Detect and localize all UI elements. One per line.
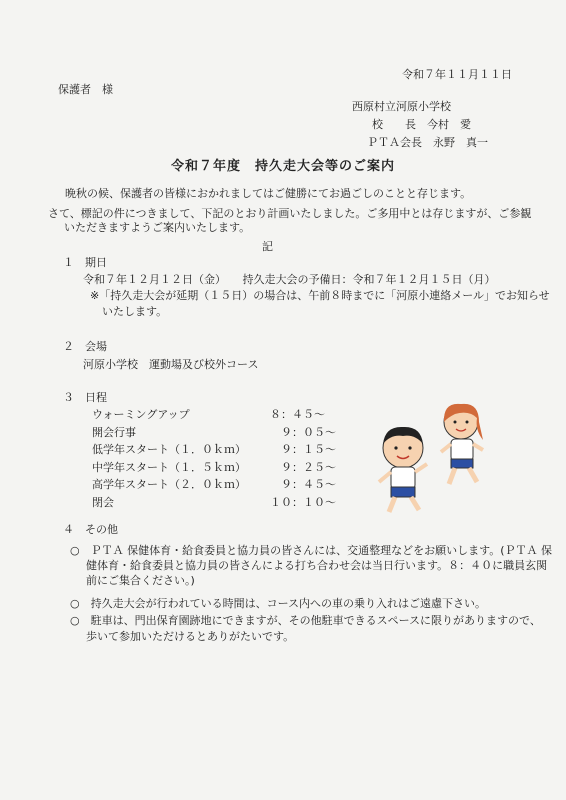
note-pta-line1: ○ ＰＴＡ 保健体育・給食委員と協力員の皆さんには、交通整理などをお願いします。(ＰＴＡ 保 bbox=[70, 544, 552, 557]
schedule-item-time: ９：０５～ bbox=[270, 426, 336, 439]
recipient: 保護者 様 bbox=[58, 83, 113, 96]
schedule-item-time: ９：４５～ bbox=[270, 478, 336, 491]
schedule-item-name: 高学年スタート（２．０ｋｍ） bbox=[92, 478, 246, 491]
section-date-heading: １ 期日 bbox=[63, 256, 107, 269]
schedule-item-time: ９：１５～ bbox=[270, 443, 336, 456]
schedule-item-name: ウォーミングアップ bbox=[92, 408, 190, 421]
document-date: 令和７年１１月１１日 bbox=[402, 68, 512, 81]
schedule-item-name: 低学年スタート（１．０ｋｍ） bbox=[92, 443, 246, 456]
schedule-item-name: 開会行事 bbox=[92, 426, 136, 439]
girl-runner bbox=[441, 404, 483, 484]
document-title: 令和７年度 持久走大会等のご案内 bbox=[170, 159, 395, 174]
body-paragraph-line1: さて、標記の件につきまして、下記のとおり計画いたしました。ご多用中とは存じますが、ご参観 bbox=[48, 207, 532, 220]
note-parking-line1: ○ 駐車は、門出保育園跡地にできますが、その他駐車できるスペースに限りがありますので、 bbox=[70, 614, 541, 627]
section-venue-heading: ２ 会場 bbox=[63, 340, 107, 353]
note-vehicle-line1: ○ 持久走大会が行われている時間は、コース内への車の乗り入れはご遠慮下さい。 bbox=[70, 597, 487, 610]
section-date-line1: 令和７年１２月１２日（金） 持久走大会の予備日：令和７年１２月１５日（月） bbox=[83, 273, 496, 286]
note-parking-line2: 歩いて参加いただけるとありがたいです。 bbox=[86, 630, 295, 643]
running-children-illustration bbox=[365, 400, 505, 520]
school-name: 西原村立河原小学校 bbox=[352, 100, 451, 113]
section-schedule-heading: ３ 日程 bbox=[63, 391, 107, 404]
principal-name: 校 長 今村 愛 bbox=[372, 118, 471, 131]
body-paragraph-line2: いただきますようご案内いたします。 bbox=[64, 221, 251, 234]
schedule-item-name: 中学年スタート（１．５ｋｍ） bbox=[92, 461, 246, 474]
schedule-item-time: １０：１０～ bbox=[270, 496, 336, 509]
section-venue-line1: 河原小学校 運動場及び校外コース bbox=[83, 358, 259, 371]
note-pta-line3: 前にご集合ください。) bbox=[86, 574, 195, 587]
section-other-heading: ４ その他 bbox=[63, 523, 118, 536]
greeting-text: 晩秋の候、保護者の皆様におかれましてはご健勝にてお過ごしのことと存じます。 bbox=[65, 187, 472, 200]
schedule-item-time: ９：２５～ bbox=[270, 461, 336, 474]
boy-runner bbox=[379, 427, 427, 512]
schedule-item-time: ８：４５～ bbox=[270, 408, 325, 421]
note-pta-line2: 健体育・給食委員と協力員の皆さんによる打ち合わせ会は当日行います。８：４０に職員玄関 bbox=[86, 559, 548, 572]
section-date-line3: いたします。 bbox=[102, 305, 168, 318]
schedule-item-name: 閉会 bbox=[92, 496, 114, 509]
ki-marker: 記 bbox=[262, 240, 273, 253]
pta-chair-name: ＰＴＡ会長 永野 真一 bbox=[367, 136, 488, 149]
section-date-line2: ※「持久走大会が延期（１５日）の場合は、午前８時までに「河原小連絡メール」でお知らせ bbox=[90, 289, 550, 302]
